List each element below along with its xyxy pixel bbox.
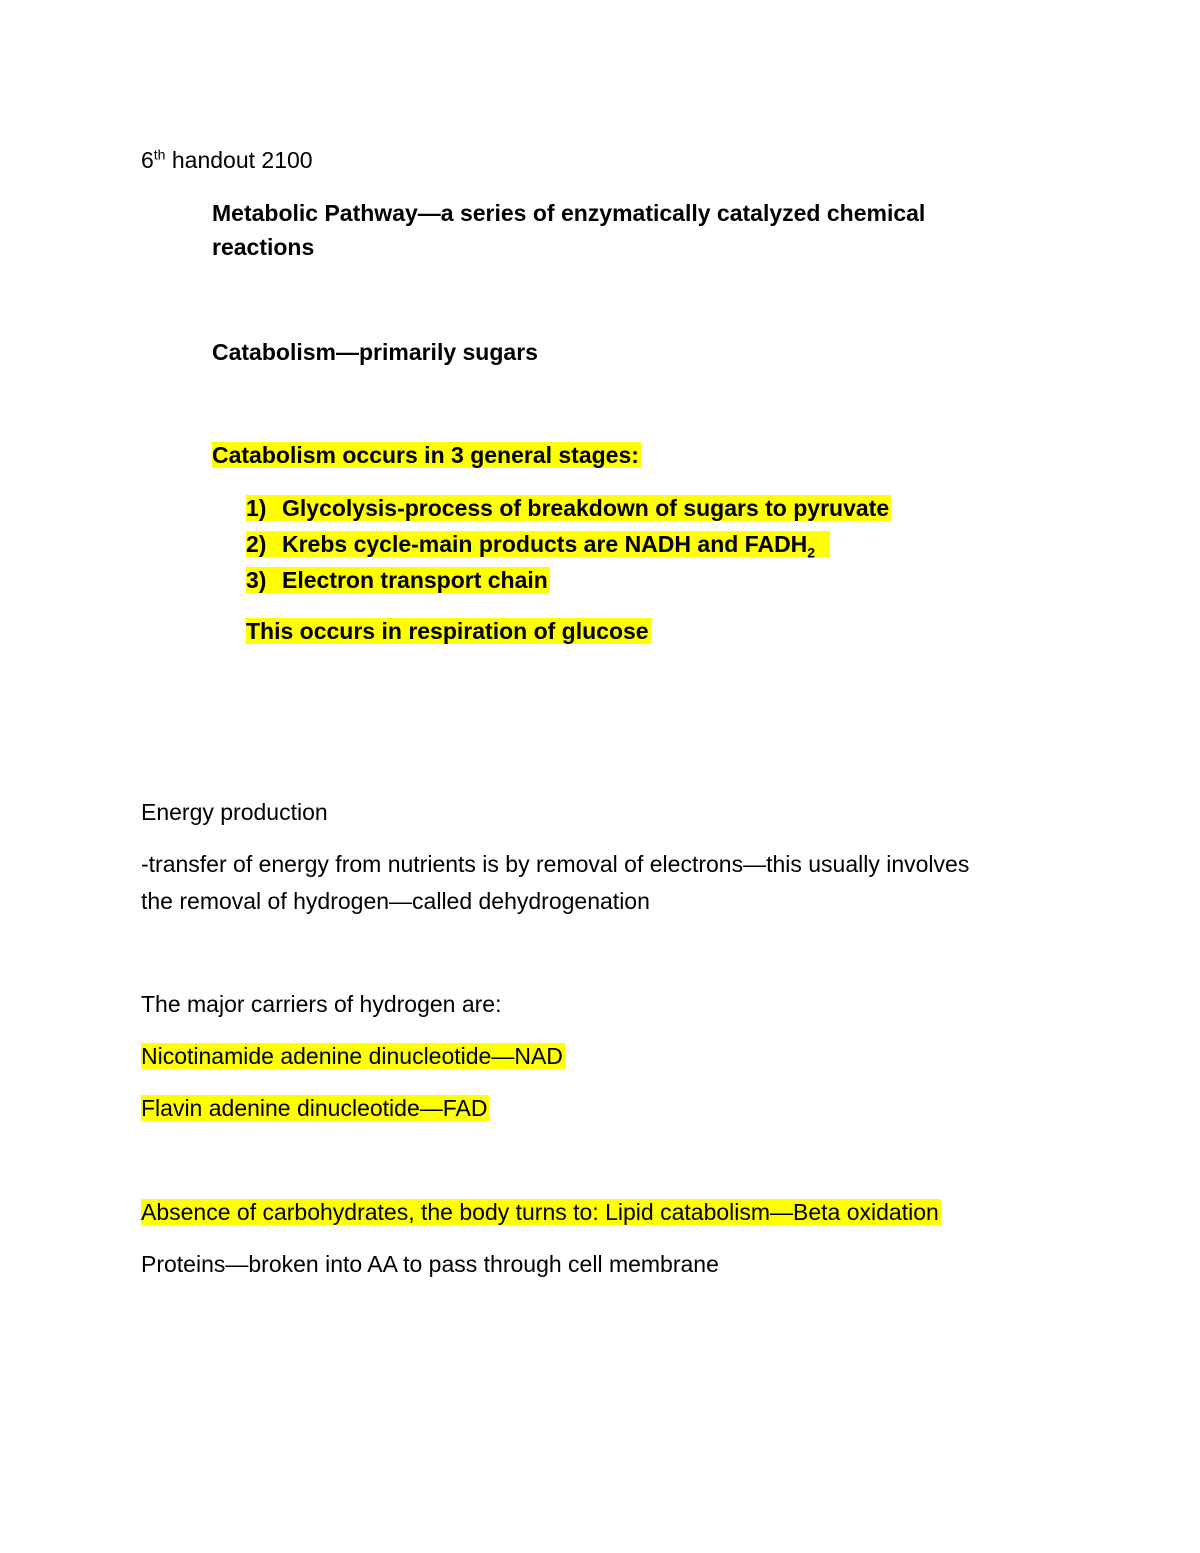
energy-heading: Energy production (141, 799, 328, 825)
stage-number: 1) (246, 495, 267, 521)
catabolism-definition: Catabolism—primarily sugars (212, 339, 538, 365)
stage-text: Glycolysis-process of breakdown of sugars to pyruvate (282, 495, 890, 521)
carrier-fad-text: Flavin adenine dinucleotide—FAD (141, 1095, 488, 1121)
document-title (141, 143, 313, 177)
metabolic-pathway-definition-line2: reactions (212, 234, 315, 260)
stages-note (246, 614, 651, 648)
metabolic-pathway-definition-line1: Metabolic Pathway—a series of enzymatically catalyzed chemical (212, 200, 926, 226)
carrier-fad (141, 1091, 489, 1125)
stages-note-text: This occurs in respiration of glucose (246, 618, 649, 644)
stage-item-2 (246, 527, 830, 561)
title-rest: handout 2100 (165, 147, 313, 173)
energy-line2: the removal of hydrogen—called dehydrogenation (141, 888, 650, 914)
carrier-nad (141, 1039, 565, 1073)
lipid-catabolism (141, 1195, 941, 1229)
stage-item-3 (246, 563, 550, 597)
stages-heading (212, 438, 641, 472)
lipid-catabolism-text: Absence of carbohydrates, the body turns to: Lipid catabolism—Beta oxidation (141, 1199, 939, 1225)
energy-line1: -transfer of energy from nutrients is by removal of electrons—this usually involves (141, 851, 970, 877)
stage-number: 2) (246, 531, 267, 557)
stage-number: 3) (246, 567, 267, 593)
stage-item-1 (246, 491, 891, 525)
proteins-line: Proteins—broken into AA to pass through cell membrane (141, 1251, 719, 1277)
carriers-heading: The major carriers of hydrogen are: (141, 991, 502, 1017)
title-number: 6 (141, 147, 154, 173)
stage-text: Krebs cycle-main products are NADH and FADH (282, 531, 808, 557)
stage-text: Electron transport chain (282, 567, 548, 593)
title-superscript: th (153, 146, 166, 163)
stages-heading-text: Catabolism occurs in 3 general stages: (212, 442, 639, 468)
carrier-nad-text: Nicotinamide adenine dinucleotide—NAD (141, 1043, 563, 1069)
stage-subscript: 2 (807, 544, 816, 561)
